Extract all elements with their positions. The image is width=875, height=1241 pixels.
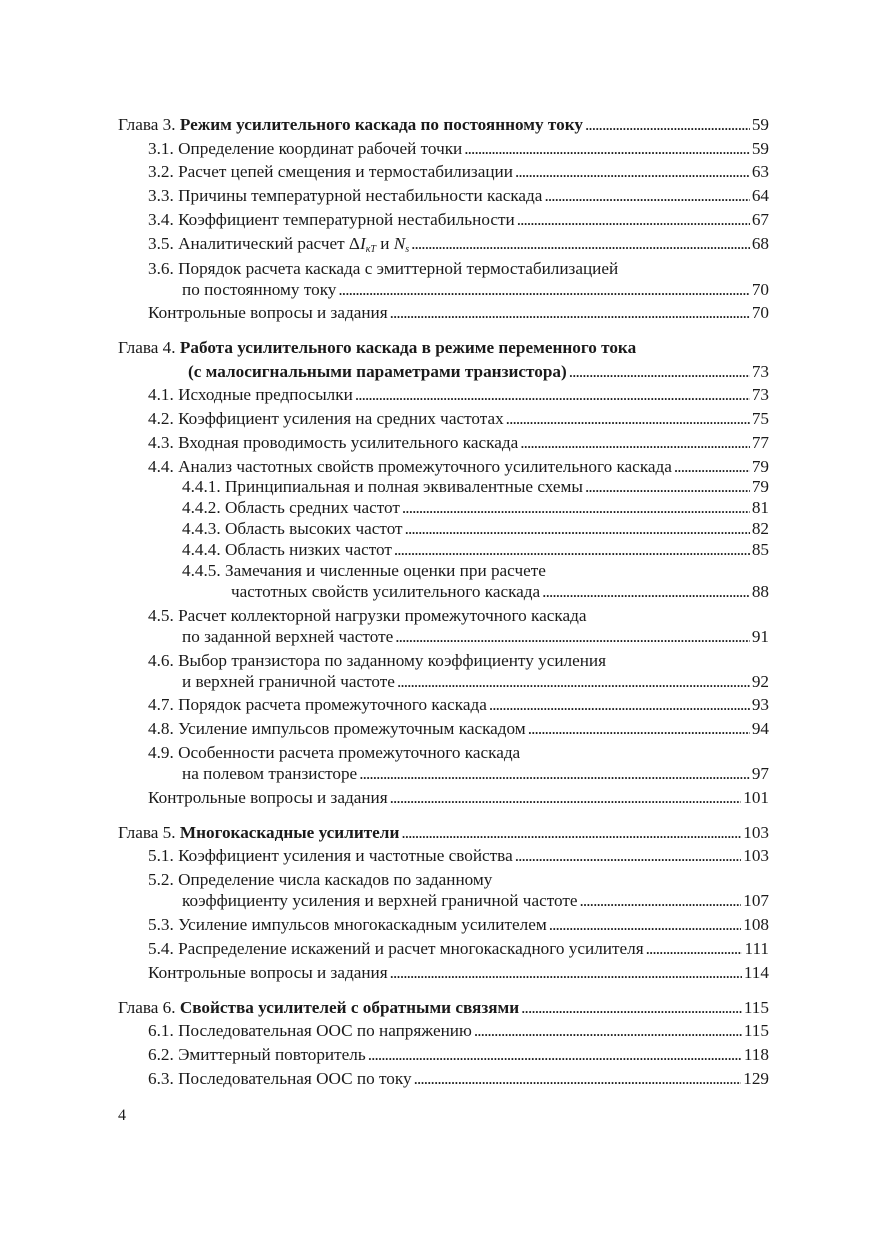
entry-title: 6.2. Эмиттерный повторитель [148,1045,366,1064]
leader-dots [528,718,750,740]
page-ref: 70 [751,303,769,322]
entry-title-line1: 5.2. Определение числа каскадов по заданному [148,870,493,889]
leader-dots [355,384,750,406]
entry-title: 6.3. Последовательная ООС по току [148,1069,412,1088]
entry-title: 3.3. Причины температурной нестабильности каскада [148,186,543,205]
leader-dots [368,1044,742,1066]
toc-entry[interactable] [148,408,769,430]
page-ref: 59 [751,139,769,158]
leader-dots [506,408,750,430]
leader-dots [580,890,742,912]
toc-entry[interactable] [182,671,769,693]
toc-entry[interactable] [148,845,769,867]
page-ref: 108 [743,915,769,934]
page-ref: 118 [743,1045,769,1064]
page-ref: 73 [751,385,769,404]
toc-subentry[interactable] [231,581,769,603]
page-ref: 115 [743,1021,769,1040]
leader-dots [338,279,749,301]
entry-title-line1: 3.6. Порядок расчета каскада с эмиттерной термостабилизацией [148,259,619,278]
leader-dots [542,581,750,603]
toc-entry[interactable] [148,384,769,406]
leader-dots [390,962,742,984]
page-ref: 59 [751,115,769,134]
page-ref: 103 [743,823,769,842]
leader-dots [646,938,743,960]
toc-subentry[interactable] [182,518,769,540]
entry-title: 4.4.1. Принципиальная и полная эквивалентные схемы [182,477,583,496]
entry-title: 4.8. Усиление импульсов промежуточным каскадом [148,719,526,738]
entry-title-line2: на полевом транзисторе [182,764,358,783]
leader-dots [401,822,741,844]
page-ref: 67 [751,210,769,229]
page-ref: 82 [751,519,769,538]
entry-title-line1: 4.5. Расчет коллекторной нагрузки промежуточного каскада [148,606,587,625]
leader-dots [411,233,750,255]
leader-dots [390,787,742,809]
chapter-title-line2: (с малосигнальными параметрами транзистора) [188,362,567,381]
entry-title-line1: 4.9. Особенности расчета промежуточного каскада [148,743,521,762]
entry-title: 3.1. Определение координат рабочей точки [148,139,463,158]
leader-dots [544,185,749,207]
page-ref: 97 [751,764,769,783]
page-ref: 63 [751,162,769,181]
page-number: 4 [118,1107,126,1124]
toc-subentry[interactable] [182,476,769,498]
toc-entry[interactable] [148,1020,769,1042]
page-ref: 64 [751,186,769,205]
chapter-title: Многокаскадные усилители [179,823,400,842]
page-ref: 85 [751,540,769,559]
toc-chapter-3[interactable] [118,114,769,136]
toc-entry[interactable] [148,456,769,478]
toc-chapter-4-line1[interactable] [118,337,636,359]
entry-title: 4.4. Анализ частотных свойств промежуточного усилительного каскада [148,457,672,476]
page-ref: 70 [751,280,769,299]
page-ref: 79 [751,457,769,476]
entry-title: 4.4.4. Область низких частот [182,540,392,559]
chapter-title: Работа усилительного каскада в режиме переменного тока [179,338,637,357]
toc-entry[interactable] [148,432,769,454]
entry-title-line2: по постоянному току [182,280,337,299]
toc-chapter-6[interactable] [118,997,769,1019]
leader-dots [521,997,742,1019]
page-ref: 77 [751,433,769,452]
page-ref: 129 [743,1069,769,1088]
chapter-title: Свойства усилителей с обратными связями [179,998,520,1017]
entry-title: 3.2. Расчет цепей смещения и термостабилизации [148,162,513,181]
leader-dots [414,1068,742,1090]
leader-dots [395,626,750,648]
leader-dots [585,114,750,136]
entry-title-line1: 4.6. Выбор транзистора по заданному коэффициенту усиления [148,651,607,670]
page-ref: 81 [751,498,769,517]
toc-entry[interactable] [148,209,769,231]
page-ref: 114 [743,963,769,982]
toc-entry[interactable] [182,763,769,785]
page-ref: 88 [751,582,769,601]
toc-entry[interactable] [148,161,769,183]
page-ref: 79 [751,477,769,496]
page-ref: 68 [751,234,769,253]
toc-chapter-5[interactable] [118,822,769,844]
entry-title-line2: частотных свойств усилительного каскада [231,582,541,601]
entry-title: 6.1. Последовательная ООС по напряжению [148,1021,472,1040]
entry-title: Контрольные вопросы и задания [148,303,388,322]
page-ref: 91 [751,627,769,646]
entry-title: 5.1. Коэффициент усиления и частотные свойства [148,846,513,865]
page-ref: 93 [751,695,769,714]
entry-title: 4.7. Порядок расчета промежуточного каскада [148,695,487,714]
entry-title: Контрольные вопросы и задания [148,963,388,982]
toc-entry[interactable] [148,938,769,960]
leader-dots [517,209,750,231]
toc-entry[interactable] [148,694,769,716]
leader-dots [397,671,750,693]
toc-control-questions[interactable] [148,302,769,324]
leader-dots [402,497,750,519]
chapter-prefix: Глава 5. [118,823,176,842]
entry-title: 4.3. Входная проводимость усилительного каскада [148,433,519,452]
toc-entry[interactable] [148,1044,769,1066]
leader-dots [515,845,742,867]
toc-entry-analytic[interactable] [148,233,769,261]
entry-title: 4.4.3. Область высоких частот [182,519,403,538]
page-ref: 111 [744,939,769,958]
toc-entry[interactable] [148,1068,769,1090]
leader-dots [489,694,750,716]
leader-dots [569,361,750,383]
entry-title-line1: 4.4.5. Замечания и численные оценки при расчете [182,561,546,580]
entry-title-line2: и верхней граничной частоте [182,672,395,691]
toc-entry[interactable] [182,279,769,301]
leader-dots [474,1020,742,1042]
toc-entry[interactable] [148,718,769,740]
page-ref: 73 [751,362,769,381]
toc-control-questions[interactable] [148,787,769,809]
page-ref: 94 [751,719,769,738]
toc-subentry[interactable] [182,539,769,561]
toc-chapter-4-line2[interactable] [188,361,769,383]
page-ref: 75 [751,409,769,428]
leader-dots [390,302,750,324]
leader-dots [674,456,750,478]
entry-title: 5.3. Усиление импульсов многокаскадным усилителем [148,915,547,934]
leader-dots [359,763,750,785]
chapter-prefix: Глава 6. [118,998,176,1017]
toc-entry[interactable] [148,138,769,160]
leader-dots [405,518,750,540]
toc-entry[interactable] [148,914,769,936]
entry-title-line2: по заданной верхней частоте [182,627,394,646]
chapter-prefix: Глава 4. [118,338,176,357]
leader-dots [515,161,750,183]
entry-title: 3.5. Аналитический расчет $\Delta I_{кТ}$ и $N_s$ [148,234,410,255]
page-ref: 107 [743,891,769,910]
entry-title: 4.1. Исходные предпосылки [148,385,353,404]
leader-dots [520,432,750,454]
entry-title: 4.4.2. Область средних частот [182,498,400,517]
entry-title: 5.4. Распределение искажений и расчет многокаскадного усилителя [148,939,644,958]
leader-dots [549,914,741,936]
page-ref: 92 [751,672,769,691]
toc-entry[interactable] [182,626,769,648]
entry-title: 4.2. Коэффициент усиления на средних частотах [148,409,504,428]
page-ref: 101 [743,788,769,807]
chapter-title: Режим усилительного каскада по постоянному току [179,115,583,134]
leader-dots [394,539,750,561]
entry-title: Контрольные вопросы и задания [148,788,388,807]
page-ref: 103 [743,846,769,865]
leader-dots [585,476,750,498]
toc-entry[interactable] [182,890,769,912]
entry-title: 3.4. Коэффициент температурной нестабильности [148,210,515,229]
entry-title-line2: коэффициенту усиления и верхней граничной частоте [182,891,578,910]
toc-entry[interactable] [148,185,769,207]
page-ref: 115 [743,998,769,1017]
leader-dots [464,138,750,160]
toc-subentry[interactable] [182,497,769,519]
chapter-prefix: Глава 3. [118,115,176,134]
toc-control-questions[interactable] [148,962,769,984]
